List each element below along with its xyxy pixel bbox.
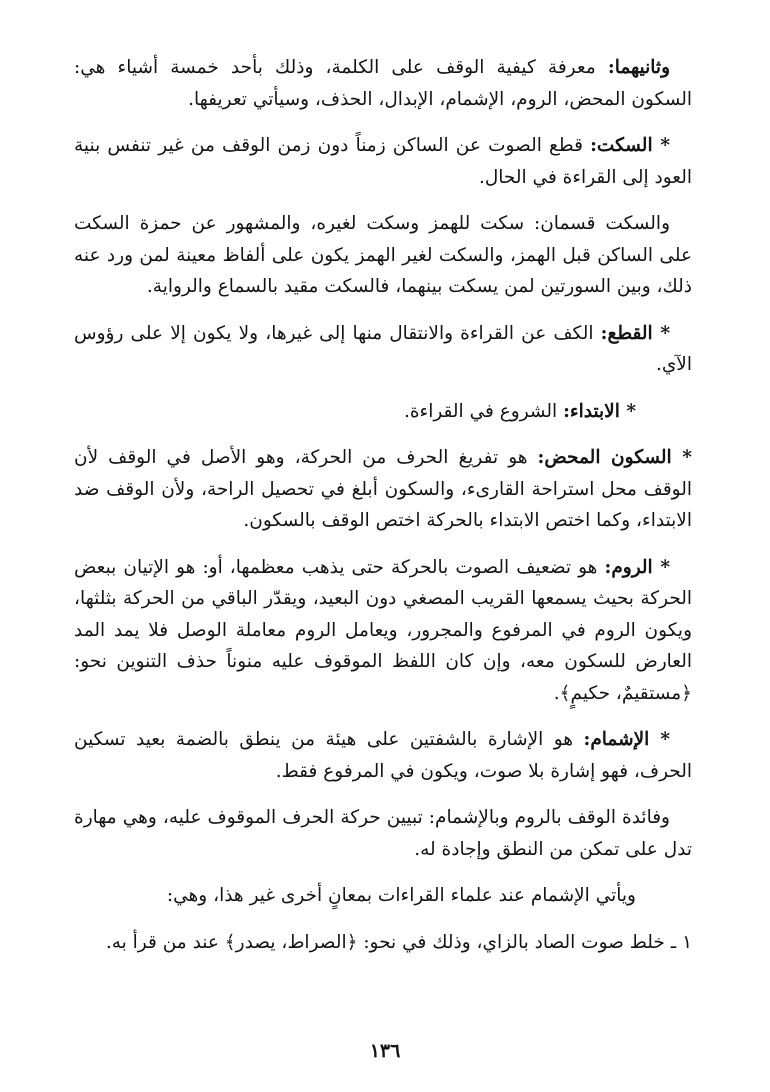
term-heading: الإشمام: (583, 729, 650, 750)
paragraph-text: ١ ـ خلط صوت الصاد بالزاي، وذلك في نحو: ﴿الصراط، يصدر﴾ عند من قرأ به. (105, 931, 692, 953)
term-heading: وثانيهما: (607, 57, 670, 78)
paragraph-text: هو تضعيف الصوت بالحركة حتى يذهب معظمها، أو: هو الإتيان ببعض الحركة بحيث يسمعها القريب المصغي دون البعيد، ويقدّر الباقي من الحركة بثلثها، ويكون الروم في المرفوع والمجرور، ويعامل الروم معاملة الوصل فلا يمد المد العارض للسكون معه، وإن كان اللفظ الموقوف عليه منوناً حذف التنوين نحو: ﴿مستقيمٌ، حكيمٍ﴾. (74, 556, 692, 704)
asterisk-marker: * (619, 400, 636, 422)
paragraph-definition-qat (74, 318, 692, 381)
asterisk-marker: * (652, 135, 670, 156)
paragraph-text: قطع الصوت عن الساكن زمناً دون زمن الوقف من غير تنفس بنية العود إلى القراءة في الحال. (74, 135, 692, 188)
asterisk-marker: * (649, 729, 670, 750)
term-heading: الروم: (604, 556, 653, 578)
paragraph-text: معرفة كيفية الوقف على الكلمة، وذلك بأحد خمسة أشياء هي: السكون المحض، الروم، الإشمام، الإبدال، الحذف، وسيأتي تعريفها. (74, 57, 692, 110)
paragraph-definition-sakt (74, 130, 692, 193)
paragraph-definition-ibtida (74, 396, 692, 428)
paragraph-definition-rawm (74, 552, 692, 710)
asterisk-marker: * (671, 447, 692, 468)
page-number: ١٣٦ (369, 1040, 401, 1062)
term-heading: الابتداء: (563, 400, 620, 422)
term-heading: السكون المحض: (537, 447, 672, 468)
asterisk-marker: * (652, 322, 670, 344)
paragraph-text: الكف عن القراءة والانتقال منها إلى غيرها، ولا يكون إلا على رؤوس الآي. (74, 322, 692, 375)
term-heading: القطع: (600, 322, 653, 344)
paragraph-waqf-benefit (74, 802, 692, 865)
paragraph-definition-sukun (74, 442, 692, 537)
paragraph-definition-ishmam (74, 724, 692, 787)
paragraph-text: هو تفريغ الحرف من الحركة، وهو الأصل في الوقف لأن الوقف محل استراحة القارىء، والسكون أبلغ في تحصيل الراحة، ولأن الوقف ضد الابتداء، وكما اختص الابتداء بالحركة اختص الوقف بالسكون. (74, 447, 692, 531)
page-body (74, 52, 692, 973)
paragraph-text: الشروع في القراءة. (403, 400, 564, 422)
paragraph-text: وفائدة الوقف بالروم وبالإشمام: تبيين حركة الحرف الموقوف عليه، وهي مهارة تدل على تمكن من النطق وإجادة له. (74, 807, 692, 860)
paragraph-text: هو الإشارة بالشفتين على هيئة من ينطق بالضمة بعيد تسكين الحرف، فهو إشارة بلا صوت، ويكون في المرفوع فقط. (74, 729, 692, 782)
paragraph-list-item-1 (74, 927, 692, 959)
paragraph-second-topic (74, 52, 692, 115)
paragraph-text: ويأتي الإشمام عند علماء القراءات بمعانٍ أخرى غير هذا، وهي: (166, 885, 636, 906)
term-heading: السكت: (590, 135, 653, 156)
asterisk-marker: * (652, 556, 670, 578)
paragraph-sakt-types (74, 208, 692, 303)
paragraph-ishmam-meanings (74, 880, 692, 912)
paragraph-text: والسكت قسمان: سكت للهمز وسكت لغيره، والمشهور عن حمزة السكت على الساكن قبل الهمز، والسكت لغير الهمز يكون على ألفاظ معينة لمن ورد عنه ذلك، وبين السورتين لمن يسكت بينهما، فالسكت مقيد بالسماع والرواية. (74, 213, 692, 297)
